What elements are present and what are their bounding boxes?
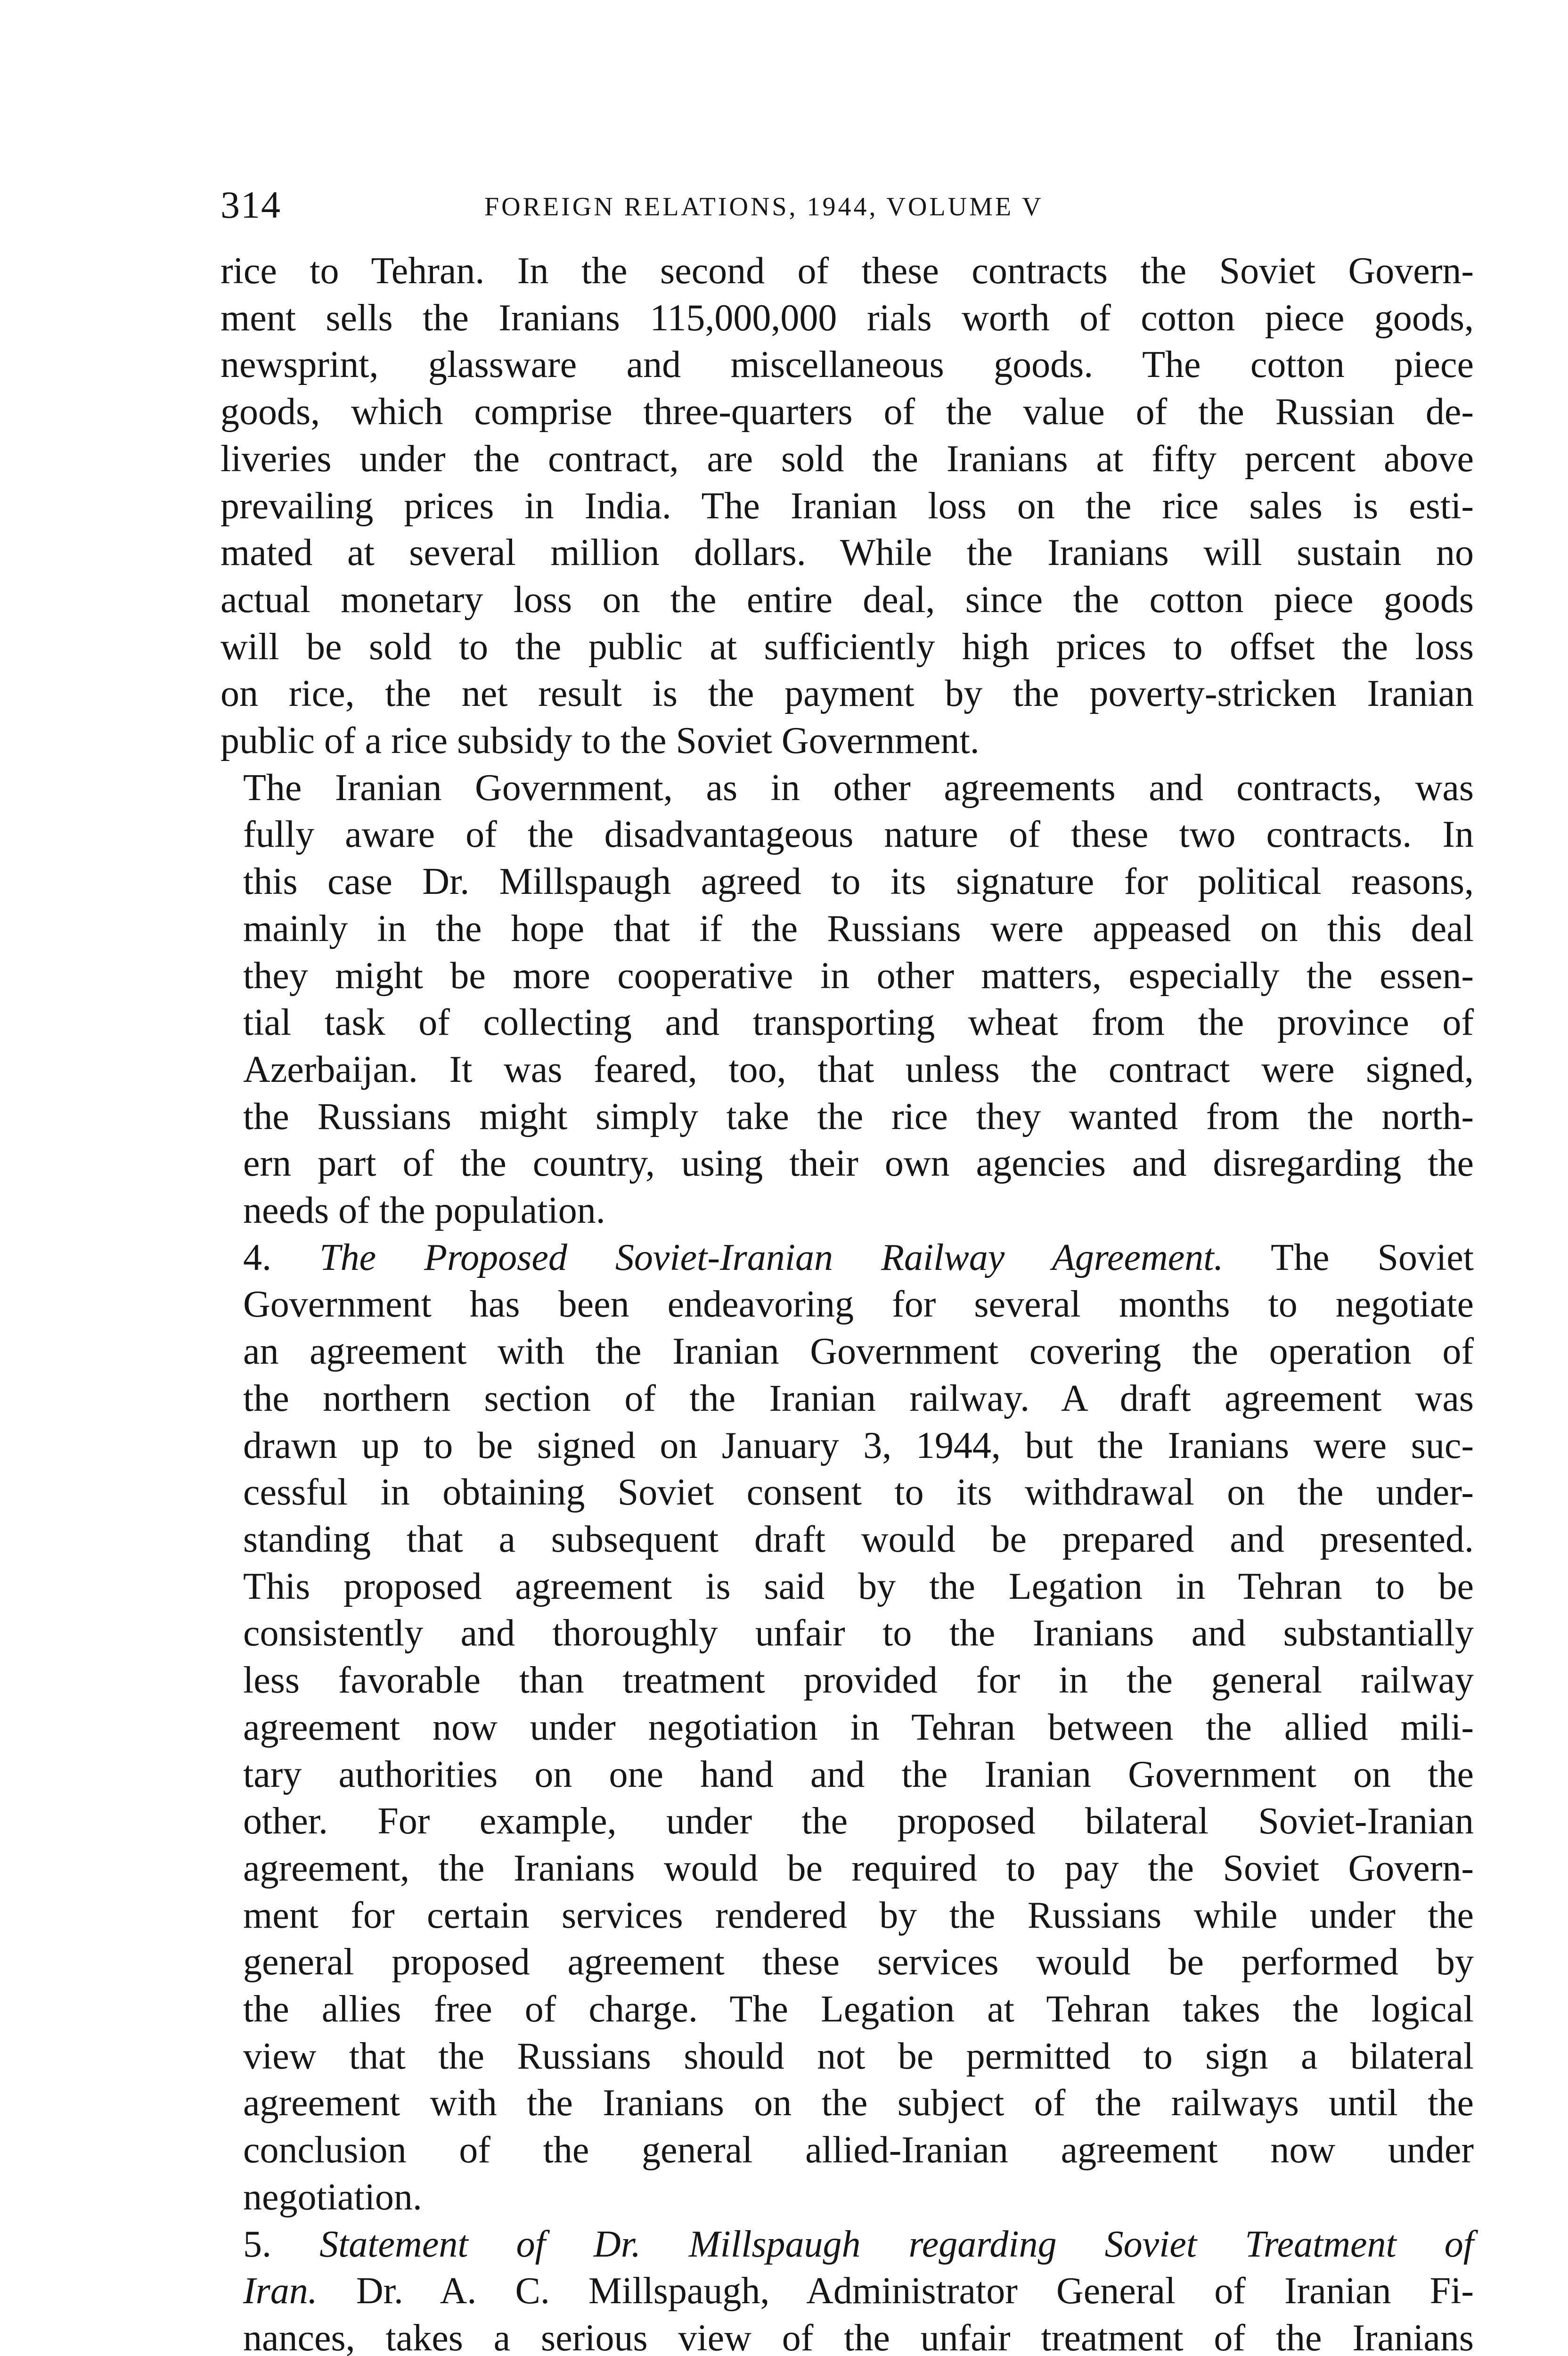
text-line: The Iranian Government, as in other agreements and contracts, was bbox=[243, 767, 1474, 809]
text-line: agreement, the Iranians would be required to pay the Soviet Govern- bbox=[243, 1847, 1474, 1889]
text-line: public of a rice subsidy to the Soviet Government. bbox=[220, 720, 980, 762]
text-line: on rice, the net result is the payment by the poverty-stricken Iranian bbox=[220, 673, 1474, 715]
text-line: they might be more cooperative in other matters, especially the essen- bbox=[243, 955, 1474, 997]
text-line: standing that a subsequent draft would be prepared and presented. bbox=[243, 1518, 1474, 1560]
text-line: will be sold to the public at sufficiently high prices to offset the loss bbox=[220, 626, 1474, 668]
text-line: ment sells the Iranians 115,000,000 rials worth of cotton piece goods, bbox=[220, 297, 1474, 339]
text-line: This proposed agreement is said by the Legation in Tehran to be bbox=[243, 1565, 1474, 1607]
text-line: agreement now under negotiation in Tehran between the allied mili- bbox=[243, 1706, 1474, 1748]
text-line: tial task of collecting and transporting wheat from the province of bbox=[243, 1002, 1474, 1044]
text-line: tary authorities on one hand and the Iranian Government on the bbox=[243, 1753, 1474, 1795]
text-line: less favorable than treatment provided for in the general railway bbox=[243, 1660, 1474, 1702]
text-fragment: The Soviet bbox=[1271, 1236, 1474, 1278]
paragraph-section-5-millspaugh-statement bbox=[220, 2221, 1474, 2356]
text-line: Azerbaijan. It was feared, too, that unless the contract were signed, bbox=[243, 1048, 1474, 1090]
text-line: the northern section of the Iranian railway. A draft agreement was bbox=[243, 1377, 1474, 1419]
text-line: fully aware of the disadvantageous nature of these two contracts. In bbox=[243, 814, 1474, 856]
section-title: The Proposed Soviet-Iranian Railway Agreement. bbox=[319, 1236, 1224, 1278]
text-line: mainly in the hope that if the Russians were appeased on this deal bbox=[243, 908, 1474, 949]
text-line: ern part of the country, using their own agencies and disregarding the bbox=[243, 1143, 1474, 1185]
running-head bbox=[220, 179, 1474, 236]
section-title: Statement of Dr. Millspaugh regarding Soviet Treatment of bbox=[319, 2223, 1474, 2265]
running-title: FOREIGN RELATIONS, 1944, VOLUME V bbox=[484, 192, 1044, 221]
text-line: Government has been endeavoring for several months to negotiate bbox=[243, 1284, 1474, 1325]
paragraph-section-4-railway-agreement bbox=[220, 1235, 1474, 2221]
text-line: needs of the population. bbox=[243, 1190, 605, 1232]
page-number: 314 bbox=[220, 183, 281, 226]
text-line: drawn up to be signed on January 3, 1944, but the Iranians were suc- bbox=[243, 1424, 1474, 1466]
text-line: consistently and thoroughly unfair to the Iranians and substantially bbox=[243, 1612, 1474, 1654]
text-line: this case Dr. Millspaugh agreed to its signature for political reasons, bbox=[243, 861, 1474, 903]
text-line: prevailing prices in India. The Iranian loss on the rice sales is esti- bbox=[220, 485, 1474, 527]
section-number: 5. bbox=[243, 2223, 271, 2265]
text-line: view that the Russians should not be permitted to sign a bilateral bbox=[243, 2035, 1474, 2077]
text-line: an agreement with the Iranian Government covering the operation of bbox=[243, 1331, 1474, 1373]
text-line: rice to Tehran. In the second of these contracts the Soviet Govern- bbox=[220, 250, 1474, 292]
text-line: actual monetary loss on the entire deal, since the cotton piece goods bbox=[220, 579, 1474, 621]
text-line: newsprint, glassware and miscellaneous goods. The cotton piece bbox=[220, 344, 1474, 386]
text-line: nances, takes a serious view of the unfair treatment of the Iranians bbox=[243, 2317, 1474, 2356]
text-line: liveries under the contract, are sold the Iranians at fifty percent above bbox=[220, 438, 1474, 480]
text-line: cessful in obtaining Soviet consent to its withdrawal on the under- bbox=[243, 1472, 1474, 1513]
text-line: conclusion of the general allied-Iranian agreement now under bbox=[243, 2129, 1474, 2171]
text-fragment: Dr. A. C. Millspaugh, Administrator General of Iranian Fi- bbox=[356, 2270, 1474, 2312]
text-line: mated at several million dollars. While the Iranians will sustain no bbox=[220, 532, 1474, 574]
paragraph-iranian-government bbox=[220, 765, 1474, 1235]
text-line: general proposed agreement these services would be performed by bbox=[243, 1941, 1474, 1983]
text-line: ment for certain services rendered by the Russians while under the bbox=[243, 1894, 1474, 1936]
text-line: agreement with the Iranians on the subject of the railways until the bbox=[243, 2082, 1474, 2124]
document-page bbox=[220, 179, 1474, 2356]
section-4-heading-line bbox=[220, 1235, 1474, 1282]
section-5-heading-line bbox=[220, 2221, 1474, 2268]
paragraph-rice-contracts bbox=[220, 248, 1474, 765]
text-line: goods, which comprise three-quarters of the value of the Russian de- bbox=[220, 391, 1474, 433]
text-line: the allies free of charge. The Legation at Tehran takes the logical bbox=[243, 1988, 1474, 2030]
body-text bbox=[220, 248, 1474, 2356]
text-line: the Russians might simply take the rice they wanted from the north- bbox=[243, 1096, 1474, 1137]
text-line: other. For example, under the proposed bilateral Soviet-Iranian bbox=[243, 1800, 1474, 1842]
section-5-second-line bbox=[220, 2268, 1474, 2315]
text-line: negotiation. bbox=[243, 2176, 422, 2218]
section-number: 4. bbox=[243, 1236, 271, 1278]
section-title-continued: Iran. bbox=[243, 2270, 318, 2312]
